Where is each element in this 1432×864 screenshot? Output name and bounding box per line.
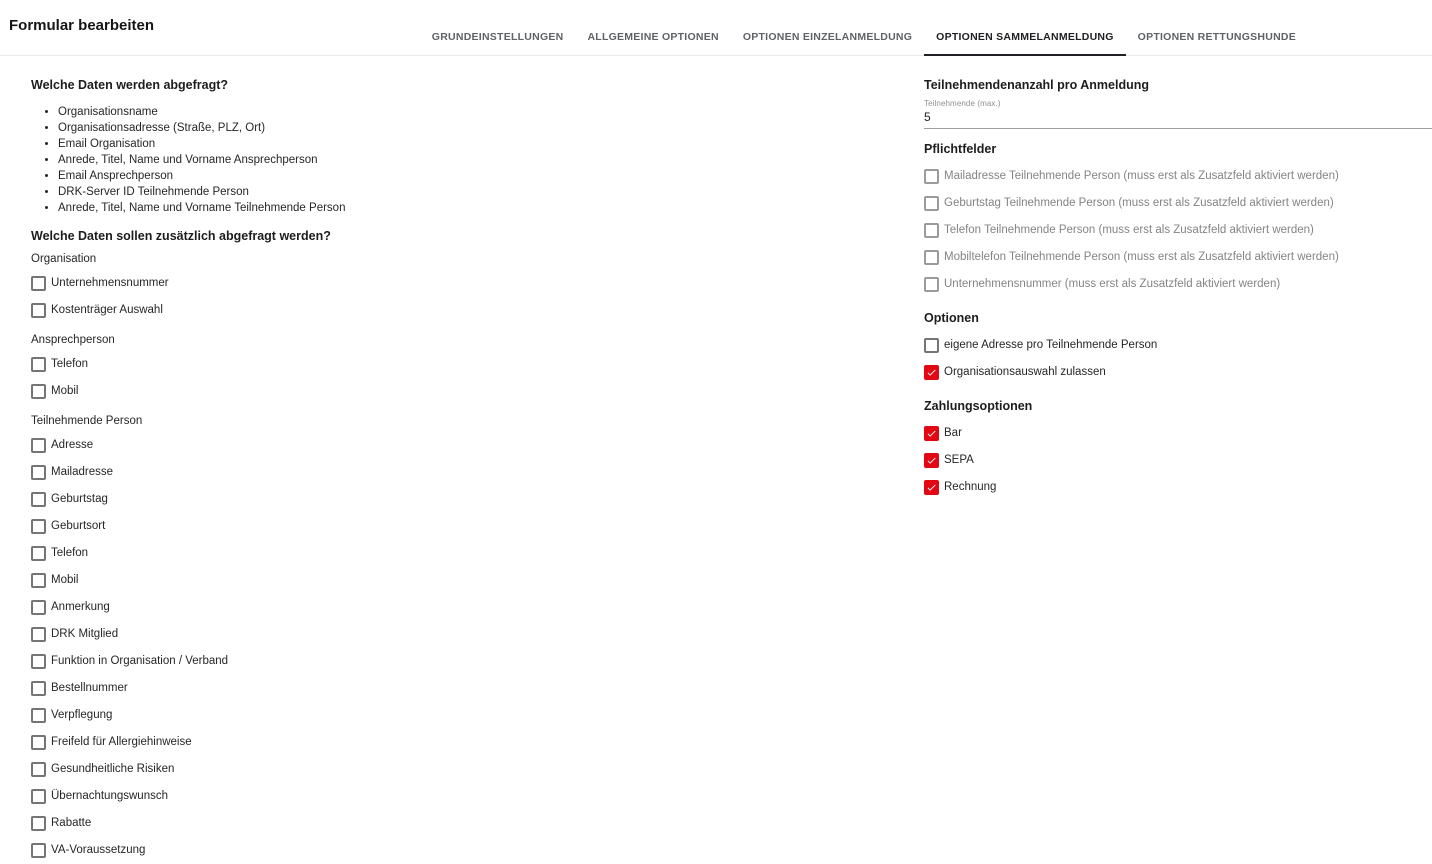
asked-data-item: • Anrede, Titel, Name und Vorname Ansprechperson bbox=[58, 152, 924, 168]
checkbox-label: Kostenträger Auswahl bbox=[51, 304, 163, 316]
checkbox-row[interactable] bbox=[924, 359, 1432, 386]
checkbox-row[interactable] bbox=[31, 486, 924, 513]
asked-data-item: • Email Ansprechperson bbox=[58, 168, 924, 184]
checkbox-label: Mailadresse bbox=[51, 466, 113, 478]
checkbox-row[interactable] bbox=[31, 810, 924, 837]
checkbox-unchecked-icon[interactable] bbox=[31, 762, 46, 777]
section-pflichtfelder bbox=[924, 136, 1432, 298]
tab-grundeinstellungen[interactable]: GRUNDEINSTELLUNGEN bbox=[420, 21, 576, 56]
checkbox-unchecked-icon[interactable] bbox=[31, 600, 46, 615]
checkbox-row[interactable] bbox=[924, 244, 1432, 271]
section-heading: Zahlungsoptionen bbox=[924, 399, 1033, 413]
checkbox-unchecked-icon[interactable] bbox=[31, 519, 46, 534]
checkbox-row[interactable] bbox=[31, 297, 924, 324]
checkbox-row[interactable] bbox=[31, 513, 924, 540]
checkbox-label: Mobil bbox=[51, 385, 79, 397]
checkbox-unchecked-icon[interactable] bbox=[31, 789, 46, 804]
checkbox-unchecked-icon[interactable] bbox=[924, 169, 939, 184]
checkbox-row[interactable] bbox=[31, 351, 924, 378]
checkbox-label: Gesundheitliche Risiken bbox=[51, 763, 175, 775]
checkbox-label: Bestellnummer bbox=[51, 682, 128, 694]
checkbox-unchecked-icon[interactable] bbox=[31, 627, 46, 642]
checkbox-unchecked-icon[interactable] bbox=[31, 276, 46, 291]
group-label: Ansprechperson bbox=[31, 334, 115, 346]
checkbox-row[interactable] bbox=[31, 756, 924, 783]
checkbox-row[interactable] bbox=[31, 621, 924, 648]
checkbox-label: Telefon Teilnehmende Person (muss erst als Zusatzfeld aktiviert werden) bbox=[944, 224, 1314, 236]
check-icon bbox=[926, 481, 937, 494]
checkbox-unchecked-icon[interactable] bbox=[31, 708, 46, 723]
checkbox-row[interactable] bbox=[924, 474, 1432, 501]
checkbox-checked-icon[interactable] bbox=[924, 480, 939, 495]
checkbox-row[interactable] bbox=[31, 459, 924, 486]
checkbox-row[interactable] bbox=[924, 271, 1432, 298]
checkbox-label: Telefon bbox=[51, 547, 89, 559]
checkbox-row[interactable] bbox=[31, 378, 924, 405]
checkbox-unchecked-icon[interactable] bbox=[31, 816, 46, 831]
asked-data-item: • Anrede, Titel, Name und Vorname Teilnehmende Person bbox=[58, 200, 924, 216]
checkbox-row[interactable] bbox=[924, 420, 1432, 447]
section-optionen bbox=[924, 305, 1432, 386]
checkbox-checked-icon[interactable] bbox=[924, 365, 939, 380]
checkbox-label: Geburtsort bbox=[51, 520, 106, 532]
checkbox-row[interactable] bbox=[924, 190, 1432, 217]
checkbox-label: Telefon bbox=[51, 358, 89, 370]
tab-optionen-sammelanmeldung[interactable]: OPTIONEN SAMMELANMELDUNG bbox=[924, 21, 1126, 56]
checkbox-label: Mobil bbox=[51, 574, 79, 586]
asked-data-item: • DRK-Server ID Teilnehmende Person bbox=[58, 184, 924, 200]
checkbox-label: Anmerkung bbox=[51, 601, 110, 613]
participant-count-heading: Teilnehmendenanzahl pro Anmeldung bbox=[924, 78, 1150, 92]
checkbox-label: Bar bbox=[944, 427, 962, 439]
checkbox-unchecked-icon[interactable] bbox=[31, 735, 46, 750]
checkbox-row[interactable] bbox=[31, 540, 924, 567]
checkbox-unchecked-icon[interactable] bbox=[31, 681, 46, 696]
checkbox-unchecked-icon[interactable] bbox=[924, 277, 939, 292]
checkbox-label: Freifeld für Allergiehinweise bbox=[51, 736, 192, 748]
teilnehmende-max-label: Teilnehmende (max.) bbox=[924, 99, 1001, 108]
checkbox-row[interactable] bbox=[31, 432, 924, 459]
checkbox-label: Unternehmensnummer (muss erst als Zusatzfeld aktiviert werden) bbox=[944, 278, 1281, 290]
right-option-sections bbox=[924, 136, 1432, 501]
checkbox-unchecked-icon[interactable] bbox=[31, 303, 46, 318]
checkbox-label: Unternehmensnummer bbox=[51, 277, 169, 289]
checkbox-row[interactable] bbox=[31, 648, 924, 675]
tab-bar bbox=[420, 21, 1308, 56]
checkbox-unchecked-icon[interactable] bbox=[924, 223, 939, 238]
checkbox-unchecked-icon[interactable] bbox=[924, 250, 939, 265]
check-icon bbox=[926, 427, 937, 440]
checkbox-unchecked-icon[interactable] bbox=[924, 196, 939, 211]
checkbox-unchecked-icon[interactable] bbox=[31, 843, 46, 858]
checkbox-group-organisation bbox=[31, 252, 924, 324]
checkbox-unchecked-icon[interactable] bbox=[31, 492, 46, 507]
checkbox-row[interactable] bbox=[31, 729, 924, 756]
checkbox-unchecked-icon[interactable] bbox=[924, 338, 939, 353]
section-heading: Pflichtfelder bbox=[924, 142, 997, 156]
page-header bbox=[0, 0, 1432, 56]
asked-data-list bbox=[31, 104, 924, 216]
checkbox-checked-icon[interactable] bbox=[924, 453, 939, 468]
checkbox-unchecked-icon[interactable] bbox=[31, 357, 46, 372]
right-column bbox=[924, 56, 1432, 501]
checkbox-label: Organisationsauswahl zulassen bbox=[944, 366, 1106, 378]
checkbox-unchecked-icon[interactable] bbox=[31, 654, 46, 669]
checkbox-label: eigene Adresse pro Teilnehmende Person bbox=[944, 339, 1158, 351]
checkbox-group-ansprechperson bbox=[31, 333, 924, 405]
group-label: Organisation bbox=[31, 253, 97, 265]
checkbox-label: Verpflegung bbox=[51, 709, 113, 721]
additional-data-heading: Welche Daten sollen zusätzlich abgefragt werden? bbox=[31, 229, 331, 243]
tab-optionen-einzelanmeldung[interactable]: OPTIONEN EINZELANMELDUNG bbox=[731, 21, 924, 56]
group-label: Teilnehmende Person bbox=[31, 415, 143, 427]
checkbox-label: Rechnung bbox=[944, 481, 997, 493]
checkbox-unchecked-icon[interactable] bbox=[31, 573, 46, 588]
checkbox-row[interactable] bbox=[924, 332, 1432, 359]
checkbox-row[interactable] bbox=[31, 270, 924, 297]
checkbox-row[interactable] bbox=[31, 567, 924, 594]
checkbox-row[interactable] bbox=[31, 675, 924, 702]
check-icon bbox=[926, 454, 937, 467]
checkbox-label: SEPA bbox=[944, 454, 974, 466]
section-zahlungsoptionen bbox=[924, 393, 1432, 501]
additional-data-groups bbox=[31, 252, 924, 864]
checkbox-label: Adresse bbox=[51, 439, 94, 451]
tab-optionen-rettungshunde[interactable]: OPTIONEN RETTUNGSHUNDE bbox=[1126, 21, 1308, 56]
checkbox-label: VA-Voraussetzung bbox=[51, 844, 146, 856]
checkbox-unchecked-icon[interactable] bbox=[31, 465, 46, 480]
left-column bbox=[0, 56, 924, 864]
checkbox-label: DRK Mitglied bbox=[51, 628, 119, 640]
asked-data-item: • Organisationsadresse (Straße, PLZ, Ort) bbox=[58, 120, 924, 136]
page-title: Formular bearbeiten bbox=[9, 17, 155, 35]
checkbox-row[interactable] bbox=[924, 447, 1432, 474]
asked-data-item: • Organisationsname bbox=[58, 104, 924, 120]
checkbox-row[interactable] bbox=[31, 837, 924, 864]
check-icon bbox=[926, 366, 937, 379]
checkbox-unchecked-icon[interactable] bbox=[31, 438, 46, 453]
form-editor-body bbox=[0, 56, 1432, 864]
checkbox-label: Geburtstag bbox=[51, 493, 108, 505]
teilnehmende-max-field bbox=[924, 99, 1432, 129]
checkbox-row[interactable] bbox=[924, 217, 1432, 244]
checkbox-row[interactable] bbox=[31, 594, 924, 621]
teilnehmende-max-input[interactable] bbox=[924, 109, 1432, 129]
checkbox-unchecked-icon[interactable] bbox=[31, 546, 46, 561]
checkbox-row[interactable] bbox=[924, 163, 1432, 190]
checkbox-unchecked-icon[interactable] bbox=[31, 384, 46, 399]
section-heading: Optionen bbox=[924, 311, 979, 325]
checkbox-label: Mobiltelefon Teilnehmende Person (muss erst als Zusatzfeld aktiviert werden) bbox=[944, 251, 1339, 263]
checkbox-label: Geburtstag Teilnehmende Person (muss erst als Zusatzfeld aktiviert werden) bbox=[944, 197, 1334, 209]
checkbox-label: Mailadresse Teilnehmende Person (muss erst als Zusatzfeld aktiviert werden) bbox=[944, 170, 1339, 182]
asked-data-heading: Welche Daten werden abgefragt? bbox=[31, 78, 229, 92]
checkbox-label: Funktion in Organisation / Verband bbox=[51, 655, 229, 667]
checkbox-row[interactable] bbox=[31, 702, 924, 729]
checkbox-label: Übernachtungswunsch bbox=[51, 790, 168, 802]
asked-data-item: • Email Organisation bbox=[58, 136, 924, 152]
tab-allgemeine-optionen[interactable]: ALLGEMEINE OPTIONEN bbox=[575, 21, 730, 56]
checkbox-label: Rabatte bbox=[51, 817, 92, 829]
checkbox-checked-icon[interactable] bbox=[924, 426, 939, 441]
checkbox-group-teilnehmende-person bbox=[31, 414, 924, 864]
checkbox-row[interactable] bbox=[31, 783, 924, 810]
